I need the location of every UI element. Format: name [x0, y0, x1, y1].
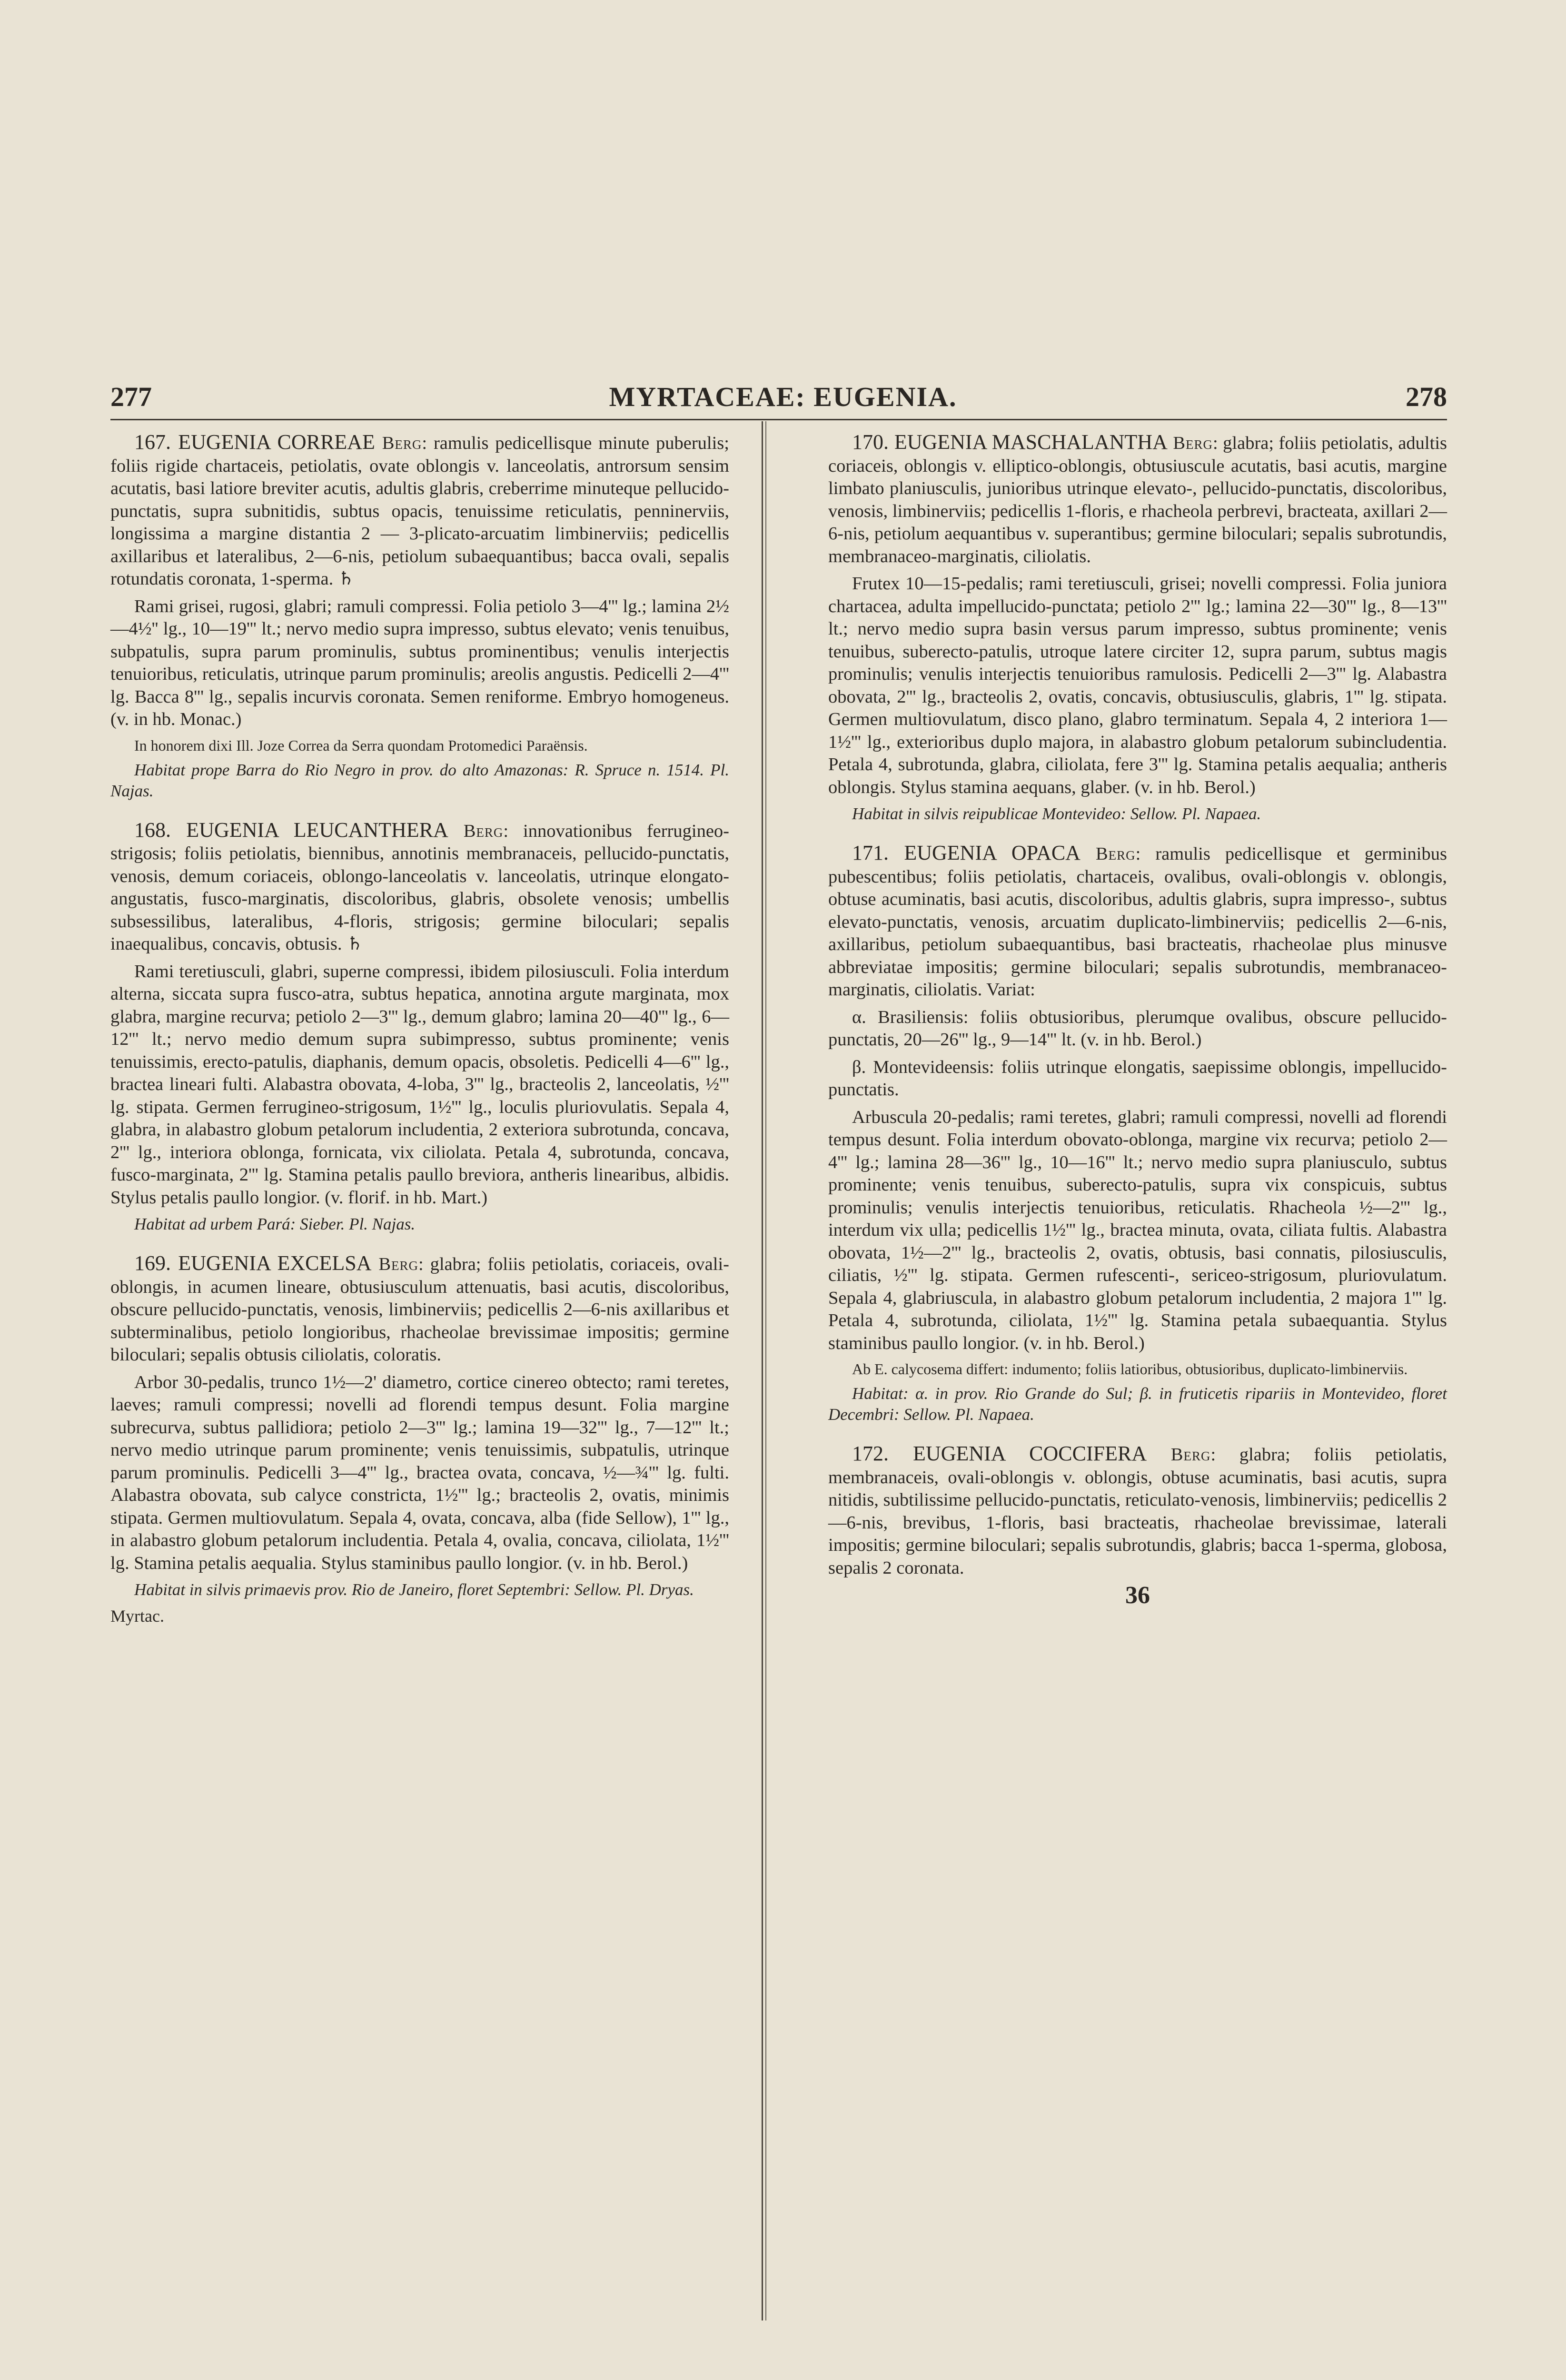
column-divider-inner [765, 421, 766, 2320]
entry-169-description: Arbor 30-pedalis, trunco 1½—2' diametro, cortice cinereo obtecto; rami teretes, laeves; ramuli compressi; novelli ad florendi tempus desunt. Folia margine subrecurva, subtus pallidiora; petiolo 2—3''' lg.; lamina 19—32''' lg., 7—12''' lt.; nervo medio utrinque parum prominente; venis tenuissimis, subpatulis, utrinque parum prominulis. Pedicelli 3—4''' lg., bractea ovata, concava, ½—¾''' lg. fulti. Alabastra obovata, sub calyce constricta, 1½''' lg.; bracteolis 2, ovatis, minimis stipata. Germen multiovulatum. Sepala 4, ovata, concava, alba (fide Sellow), 1''' lg., in alabastro globum petalorum includentia. Petala 4, ovalia, concava, ciliolata, 1½''' lg. Stamina petalis aequalia. Stylus staminibus paullo longior. (v. in hb. Berol.) [110, 1372, 729, 1573]
header-rule [110, 419, 1447, 420]
entry-167-diagnosis-text: : ramulis pedicellisque minute puberulis; foliis rigide chartaceis, petiolatis, ovate oblongis v. lanceolatis, antrorsum sensim acutatis, basi latiore breviter acutis, adultis glabris, creberrime minuteque pellucido-punctatis, supra subnitidis, subtus opacis, tenuissime reticulatis, penninerviis, longissima a margine distantia 2 — 3-plicato-arcuatim limbinerviis; pedicellis axillaribus et lateralibus, 2—6-nis, petiolum subaequantibus; bacca ovali, sepalis rotundatis coronata, 1-sperma. ♄ [110, 433, 729, 589]
entry-170-diagnosis [828, 431, 1447, 568]
entry-170-description: Frutex 10—15-pedalis; rami teretiusculi, grisei; novelli compressi. Folia juniora chartacea, adulta impellucido-punctata; petiolo 2''' lg.; lamina 22—30''' lg., 8—13''' lt.; nervo medio supra basin versus parum impresso, subtus prominente; venis tenuibus, suberecto-patulis, utroque latere circiter 12, supra parum, subtus magis prominulis; venulis interjectis tenuioribus ramulosis. Pedicelli 2—3''' lg. Alabastra obovata, 2''' lg., bracteolis 2, ovatis, concavis, obtusiusculis, glabris, 1''' lg. stipata. Germen multiovulatum, disco plano, glabro terminatum. Sepala 4, 2 interiora 1—1½''' lg., exterioribus duplo majora, in alabastro globum petalorum subincludentia. Petala 4, subrotunda, glabra, ciliolata, fere 3''' lg. Stamina petalis aequalia; antheris oblongis. Stylus stamina aequans, glaber. (v. in hb. Berol.) [828, 574, 1447, 797]
entry-172-author: Berg [1147, 1445, 1211, 1465]
entry-169-diagnosis-text: : glabra; foliis petiolatis, coriaceis, ovali-oblongis, in acumen lineare, obtusiusculum attenuatis, basi acutis, discoloribus, obscure pellucido-punctatis, venosis, limbinerviis; pedicellis 2—6-nis axillaribus et subterminalibus, petiolo longioribus, rhacheolae brevissimae impositis; germine biloculari; sepalis obtusis ciliolatis, coloratis. [110, 1254, 729, 1365]
entry-168-diagnosis-text: : innovationibus ferrugineo-strigosis; foliis petiolatis, biennibus, annotinis membranaceis, pellucido-punctatis, venosis, demum coriaceis, oblongo-lanceolatis v. lanceolatis, utrinque elongato-angustatis, fusco-marginatis, discoloribus, glabris, obsolete venosis; umbellis subsessilibus, lateralibus, 4-floris, strigosis; germine biloculari; sepalis inaequalibus, concavis, obtusis. ♄ [110, 821, 729, 954]
entry-168-description: Rami teretiusculi, glabri, superne compressi, ibidem pilosiusculi. Folia interdum alterna, siccata supra fusco-atra, subtus hepatica, annotina argute marginata, mox glabra, margine recurva; petiolo 2—3''' lg., demum glabro; lamina 20—40''' lg., 6—12''' lt.; nervo medio demum supra subimpresso, subtus prominente; venis tenuissimis, erecto-patulis, diaphanis, demum opacis, obsoletis. Pedicelli 4—6''' lg., bractea lineari fulti. Alabastra obovata, 4-loba, 3''' lg., bracteolis 2, lanceolatis, ½''' lg. stipata. Germen ferrugineo-strigosum, 1½''' lg., loculis pluriovulatis. Sepala 4, glabra, in alabastro globum petalorum includentia, 2 exteriora subrotunda, concava, 2''' lg., interiora oblonga, fornicata, vix ciliolata. Petala 4, subrotunda, concava, fusco-marginata, 2''' lg. Stamina petalis paullo breviora, antheris linearibus, albidis. Stylus petalis paullo longior. (v. florif. in hb. Mart.) [110, 961, 729, 1208]
entry-169-title: 169. EUGENIA EXCELSA [134, 1251, 372, 1275]
entry-171-variety-alpha: α. Brasiliensis: foliis obtusioribus, plerumque ovalibus, obscure pellucido-punctatis, 20—26''' lg., 9—14''' lt. (v. in hb. Berol.) [828, 1007, 1447, 1050]
entry-168-habitat: Habitat ad urbem Pará: Sieber. Pl. Najas. [134, 1215, 416, 1233]
entry-170-title: 170. EUGENIA MASCHALANTHA [852, 430, 1168, 454]
column-divider [762, 421, 763, 2320]
entry-171-diagnosis-text: : ramulis pedicellisque et germinibus pubescentibus; foliis petiolatis, chartaceis, ovalibus, ovali-oblongis v. oblongis, obtuse acuminatis, basi acutis, discoloribus, adultis glabris, supra impresso-, subtus elevato-punctatis, venosis, arcuatim duplicato-limbinerviis; pedicellis 2—6-nis, axillaribus, petiolum subaequantibus, basi bracteatis, rhacheolae plus minusve abbreviatae impositis; germine biloculari; sepalis subrotundis, membranaceo-marginatis, ciliolatis. Variat: [828, 844, 1447, 1000]
entry-167-title: 167. EUGENIA CORREAE [134, 430, 375, 454]
entry-170-habitat: Habitat in silvis reipublicae Montevideo: Sellow. Pl. Napaea. [852, 804, 1261, 823]
entry-168-title: 168. EUGENIA LEUCANTHERA [134, 818, 448, 842]
page-number-right: 278 [1406, 381, 1447, 412]
entry-167-diagnosis [110, 431, 729, 591]
entry-171-description: Arbuscula 20-pedalis; rami teretes, glabri; ramuli compressi, novelli ad florendi tempus desunt. Folia interdum obovato-oblonga, margine vix recurva; petiolo 2—4''' lg.; lamina 28—36''' lg., 10—16''' lt.; nervo medio supra planiusculo, subtus prominente; venis tenuibus, suberecto-patulis, supra vix conspicuis, subtus prominulis; venulis interjectis tenuioribus, reticulatis. Rhacheola ½—2''' lg., interdum vix ulla; pedicellis 1½''' lg., bractea minuta, ovata, ciliata fultis. Alabastra obovata, 1½—2''' lg., bracteolis 2, ovatis, obtusis, basi connatis, pilosiusculis, ciliatis, ½''' lg. stipata. Germen rufescenti-, sericeo-strigosum, pluriovulatum. Sepala 4, glabriuscula, in alabastro globum petalorum includentia, 2 majora 1''' lg. Petala 4, subrotunda, ciliolata, 1½''' lg. Stamina petala subaequantia. Stylus staminibus paullo longior. (v. in hb. Berol.) [828, 1107, 1447, 1353]
entry-167-author: Berg [375, 433, 422, 453]
left-column [110, 431, 729, 1633]
entry-171-title: 171. EUGENIA OPACA [852, 841, 1080, 864]
entry-171-author: Berg [1080, 844, 1136, 864]
entry-171-variety-beta: β. Montevideensis: foliis utrinque elongatis, saepissime oblongis, impellucido-punctatis. [828, 1057, 1447, 1100]
entry-169-diagnosis [110, 1252, 729, 1367]
entry-169-habitat: Habitat in silvis primaevis prov. Rio de Janeiro, floret Septembri: Sellow. Pl. Dryas. [134, 1580, 694, 1599]
page-number-left: 277 [110, 381, 152, 412]
entry-171-habitat: Habitat: α. in prov. Rio Grande do Sul; β. in fruticetis ripariis in Montevideo, floret Decembri: Sellow. Pl. Napaea. [828, 1384, 1447, 1424]
entry-172-title: 172. EUGENIA COCCIFERA [852, 1442, 1147, 1465]
entry-171-note: Ab E. calycosema differt: indumento; foliis latioribus, obtusioribus, duplicato-limbinerviis. [852, 1360, 1408, 1378]
entry-172-diagnosis-text: : glabra; foliis petiolatis, membranaceis, ovali-oblongis v. oblongis, obtuse acuminatis, basi acutis, supra nitidis, subtilissime pellucido-punctatis, reticulato-venosis, limbinerviis; pedicellis 2—6-nis, brevibus, 1-floris, basi bracteatis, rhacheolae brevissimae, laterali impositis; germine biloculari; sepalis subrotundis, glabris; bacca 1-sperma, globosa, sepalis 2 coronata. [828, 1445, 1447, 1578]
right-column [828, 431, 1447, 1632]
entry-170-author: Berg [1167, 433, 1213, 453]
entry-172-diagnosis [828, 1442, 1447, 1579]
entry-169-author: Berg [371, 1254, 419, 1274]
entry-167-note: In honorem dixi Ill. Joze Correa da Serra quondam Protomedici Paraënsis. [134, 736, 588, 754]
entry-168-author: Berg [448, 821, 504, 841]
entry-171-diagnosis [828, 842, 1447, 1002]
entry-170-diagnosis-text: : glabra; foliis petiolatis, adultis coriaceis, oblongis v. elliptico-oblongis, obtusiuscule acutatis, basi acutis, margine limbato planiusculis, junioribus utrinque elevato-, pellucido-punctatis, discoloribus, venosis, limbinerviis; pedicellis 1-floris, e rhacheola perbrevi, bracteata, axillari 2—6-nis, petiolum aequantibus v. superantibus; germine biloculari; sepalis subrotundis, membranaceo-marginatis, ciliolatis. [828, 433, 1447, 566]
signature-mark: Myrtac. [110, 1606, 164, 1626]
entry-167-habitat: Habitat prope Barra do Rio Negro in prov. do alto Amazonas: R. Spruce n. 1514. Pl. Najas. [110, 760, 729, 800]
entry-167-description: Rami grisei, rugosi, glabri; ramuli compressi. Folia petiolo 3—4''' lg.; lamina 2½—4½'' lg., 10—19''' lt.; nervo medio supra impresso, subtus elevato; venis tenuibus, subpatulis, supra parum prominulis, subtus prominentibus; venulis interjectis tenuioribus, reticulatis, utrinque parum prominulis; areolis angustis. Pedicelli 2—4''' lg. Bacca 8''' lg., sepalis incurvis coronata. Semen reniforme. Embryo homogeneus. (v. in hb. Monac.) [110, 596, 729, 729]
sheet-number: 36 [1125, 1582, 1150, 1609]
entry-168-diagnosis [110, 819, 729, 956]
running-head: MYRTACEAE: EUGENIA. [609, 381, 957, 412]
